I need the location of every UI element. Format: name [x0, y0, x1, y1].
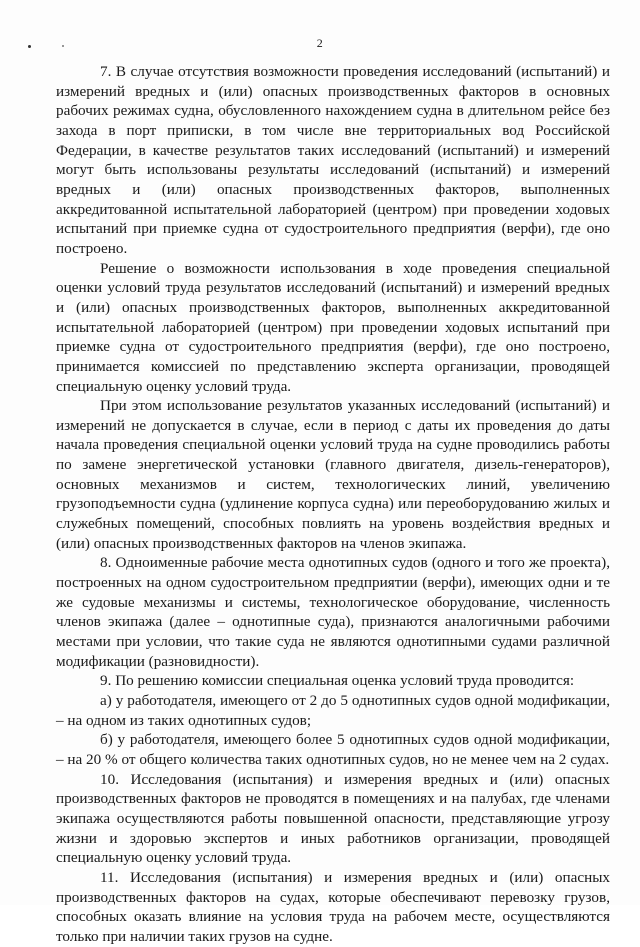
paragraph-9b: б) у работодателя, имеющего более 5 однотипных судов одной модификации, – на 20 % от общего количества таких однотипных судов, но не менее чем на 2 судах.: [56, 731, 610, 768]
page-number: 2: [316, 36, 324, 50]
paragraph-decision: Решение о возможности использования в ходе проведения специальной оценки условий труда результатов исследований (испытаний) и измерений вредных и (или) опасных производственных факторов, выполненных аккредитованной испытательной лабораторией (центром) при проведении ходовых испытаний при приемке судна от судостроительного предприятия (верфи), где оно построено, принимается комиссией по представлению эксперта организации, проводящей специальную оценку условий труда.: [56, 259, 610, 395]
document-body: [56, 62, 610, 947]
paragraph-9: 9. По решению комиссии специальная оценка условий труда проводится:: [100, 672, 575, 690]
paragraph-8: 8. Одноименные рабочие места однотипных судов (одного и того же проекта), построенных на одном судостроительном предприятии (верфи), имеющих одни и те же судовые механизмы и системы, технологическое оборудование, численность членов экипажа (далее – однотипные суда), признаются аналогичными рабочими местами при условии, что такие суда не являются однотипными судами различной модификации (разновидности).: [56, 554, 610, 670]
paragraph-11: 11. Исследования (испытания) и измерения вредных и (или) опасных производственных факторов на судах, которые обеспечивают перевозку грузов, способных оказать влияние на условия труда на рабочем месте, осуществляются только при наличии таких грузов на судне.: [56, 868, 610, 945]
paragraph-10: 10. Исследования (испытания) и измерения вредных и (или) опасных производственных факторов не проводятся в помещениях и на палубах, где членами экипажа осуществляются работы повышенной опасности, представляющие угрозу жизни и здоровью экспертов и иных работников организации, проводящей специальную оценку условий труда.: [56, 770, 610, 867]
paragraph-7: 7. В случае отсутствия возможности проведения исследований (испытаний) и измерений вредных и (или) опасных производственных факторов в основных рабочих режимах судна, обусловленного нахождением судна в длительном рейсе без захода в порт приписки, в том числе вне территориальных вод Российской Федерации, в качестве результатов таких исследований (испытаний) и измерений могут быть использованы результаты исследований (испытаний) и измерений вредных и (или) опасных производственных факторов, выполненных аккредитованной испытательной лабораторией (центром) при проведении ходовых испытаний при приемке судна от судостроительного предприятия (верфи), где оно построено.: [56, 63, 610, 257]
paragraph-restriction: При этом использование результатов указанных исследований (испытаний) и измерений не допускается в случае, если в период с даты их проведения до даты начала проведения специальной оценки условий труда на судне проводились работы по замене энергетической установки (главного двигателя, дизель-генераторов), основных механизмов и систем, технологических линий, увеличению грузоподъемности судна (удлинение корпуса судна) или переоборудованию жилых и служебных помещений, способных повлиять на уровень воздействия вредных и (или) опасных производственных факторов на членов экипажа.: [56, 397, 610, 552]
paragraph-9a: а) у работодателя, имеющего от 2 до 5 однотипных судов одной модификации, – на одном из таких однотипных судов;: [56, 692, 610, 729]
